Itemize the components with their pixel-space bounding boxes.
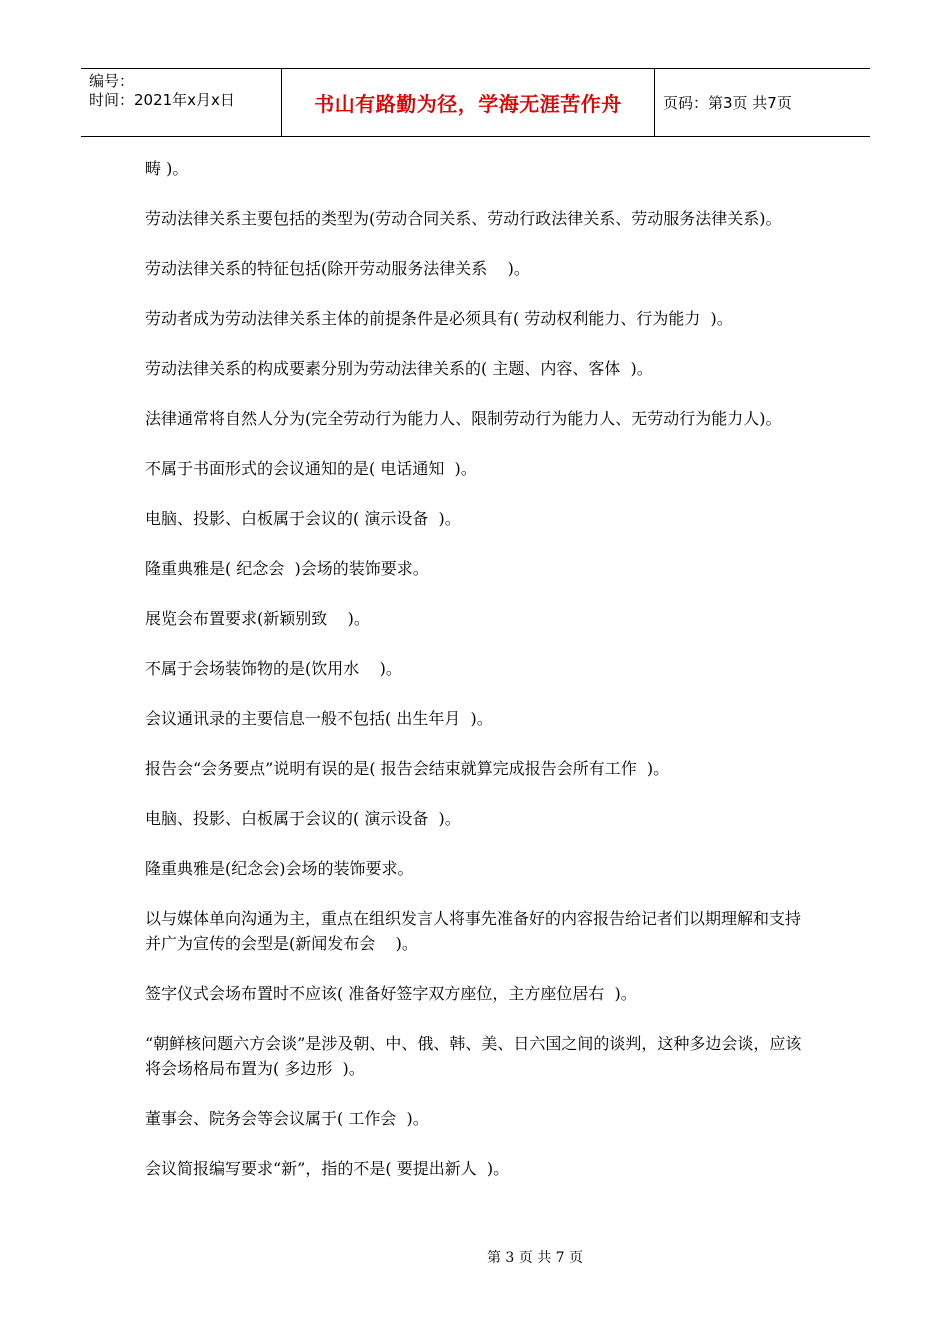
question-paragraph: 劳动法律关系的特征包括(除开劳动服务法律关系 )。 (145, 259, 530, 278)
question-paragraph: 畴 )。 (145, 159, 189, 178)
question-paragraph: 签字仪式会场布置时不应该( 准备好签字双方座位，主方座位居右 )。 (145, 984, 637, 1003)
header-motto-cell (282, 69, 655, 136)
header-page-info: 页码：第3页 共7页 (663, 94, 792, 112)
question-paragraph: 电脑、投影、白板属于会议的( 演示设备 )。 (145, 809, 461, 828)
question-paragraph: 不属于书面形式的会议通知的是( 电话通知 )。 (145, 459, 477, 478)
question-paragraph: 不属于会场装饰物的是(饮用水 )。 (145, 659, 402, 678)
question-paragraph: 劳动者成为劳动法律关系主体的前提条件是必须具有( 劳动权利能力、行为能力 )。 (145, 309, 733, 328)
question-paragraph: 法律通常将自然人分为(完全劳动行为能力人、限制劳动行为能力人、无劳动行为能力人)。 (145, 409, 782, 428)
question-paragraph: 电脑、投影、白板属于会议的( 演示设备 )。 (145, 509, 461, 528)
header-page-cell (655, 69, 870, 136)
header-meta-cell (81, 69, 282, 136)
question-paragraph: 会议简报编写要求“新”，指的不是( 要提出新人 )。 (145, 1159, 510, 1178)
number-label: 编号： (89, 72, 135, 90)
time-label: 时间：2021年x月x日 (89, 91, 235, 109)
question-paragraph: 劳动法律关系主要包括的类型为(劳动合同关系、劳动行政法律关系、劳动服务法律关系)。 (145, 209, 782, 228)
question-paragraph: 会议通讯录的主要信息一般不包括( 出生年月 )。 (145, 709, 493, 728)
question-paragraph: 展览会布置要求(新颖别致 )。 (145, 609, 370, 628)
document-body (145, 156, 815, 1206)
question-paragraph: 劳动法律关系的构成要素分别为劳动法律关系的( 主题、内容、客体 )。 (145, 359, 653, 378)
question-paragraph: 以与媒体单向沟通为主，重点在组织发言人将事先准备好的内容报告给记者们以期理解和支持并广为宣传的会型是(新闻发布会 )。 (145, 909, 802, 953)
question-paragraph: “朝鲜核问题六方会谈”是涉及朝、中、俄、韩、美、日六国之间的谈判，这种多边会谈，应该将会场格局布置为( 多边形 )。 (145, 1034, 802, 1078)
question-paragraph: 隆重典雅是(纪念会)会场的装饰要求。 (145, 859, 414, 878)
page-header (81, 68, 870, 137)
page-footer: 第 3 页 共 7 页 (486, 1250, 584, 1266)
question-paragraph: 隆重典雅是( 纪念会 )会场的装饰要求。 (145, 559, 429, 578)
question-paragraph: 报告会“会务要点”说明有误的是( 报告会结束就算完成报告会所有工作 )。 (145, 759, 670, 778)
motto-text: 书山有路勤为径，学海无涯苦作舟 (314, 92, 622, 116)
question-paragraph: 董事会、院务会等会议属于( 工作会 )。 (145, 1109, 429, 1128)
